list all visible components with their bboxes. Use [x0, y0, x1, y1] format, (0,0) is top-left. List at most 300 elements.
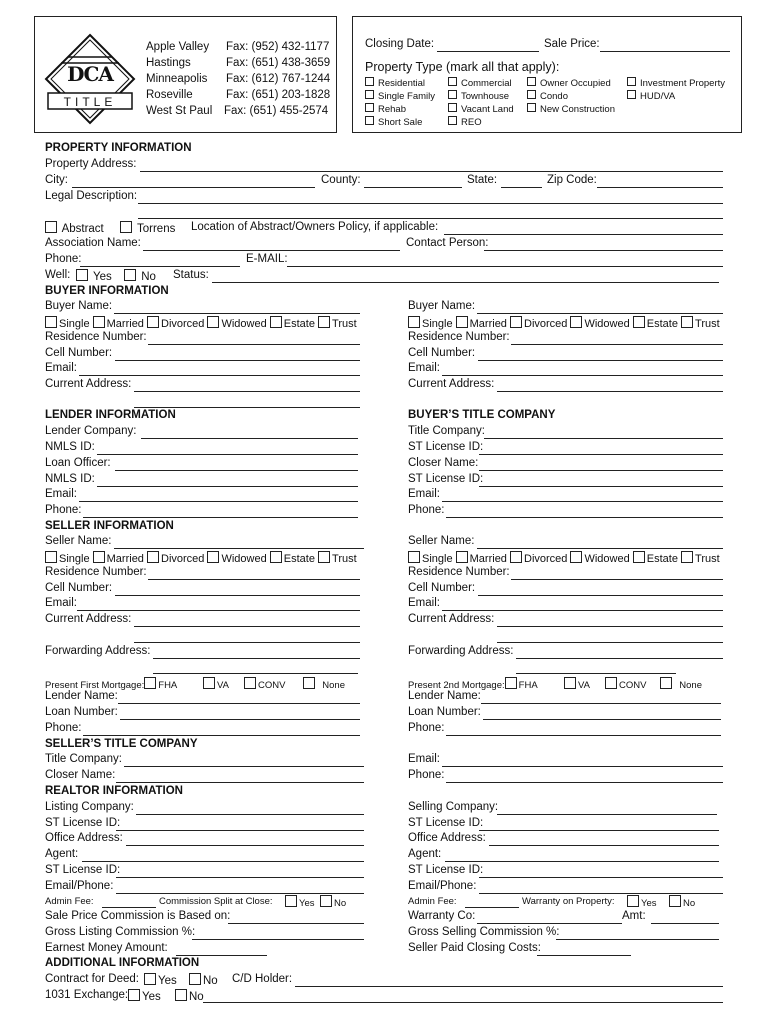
closing-date-field[interactable]: [437, 51, 539, 52]
checkbox-divorced[interactable]: [510, 551, 522, 563]
seller2-loan-field[interactable]: [483, 719, 721, 720]
seller2-cell-field[interactable]: [478, 595, 723, 596]
nmls2-field[interactable]: [97, 486, 358, 487]
seller2-residence-label: Residence Number:: [408, 566, 510, 578]
checkbox-married[interactable]: [456, 551, 468, 563]
lender-phone-label: Phone:: [45, 504, 82, 516]
title-phone-label: Phone:: [408, 504, 445, 516]
checkbox-widowed[interactable]: [207, 316, 219, 328]
nmls-label: NMLS ID:: [45, 441, 95, 453]
title-company-label: Title Company:: [408, 425, 485, 437]
no-label: No: [334, 898, 347, 909]
lender-heading: LENDER INFORMATION: [45, 409, 176, 421]
trust-label: Trust: [695, 318, 720, 330]
city-field[interactable]: [72, 187, 315, 188]
email-field[interactable]: [287, 266, 723, 267]
nmls2-label: NMLS ID:: [45, 473, 95, 485]
warranty-co-label: Warranty Co:: [408, 910, 476, 922]
checkbox-divorced[interactable]: [147, 316, 159, 328]
abstract-option[interactable]: [45, 221, 104, 235]
buyer-residence-field[interactable]: [148, 344, 360, 345]
second-mortgage-row: [408, 677, 538, 691]
checkbox[interactable]: [627, 77, 636, 86]
lender-email-field[interactable]: [79, 501, 358, 502]
seller-closer-label: Closer Name:: [45, 769, 116, 781]
none-label: None: [322, 680, 345, 691]
seller-phone-label: Phone:: [45, 722, 82, 734]
association-label: Association Name:: [45, 237, 141, 249]
email-label: E-MAIL:: [246, 253, 288, 265]
second-mortgage-none[interactable]: [660, 677, 702, 691]
warranty-no[interactable]: [669, 895, 695, 909]
contact-field[interactable]: [484, 250, 723, 251]
checkbox[interactable]: [627, 895, 639, 907]
warranty-co-field[interactable]: [477, 923, 622, 924]
seller2-phone-field[interactable]: [446, 735, 721, 736]
sale-price-field[interactable]: [600, 51, 730, 52]
buyer-cell-field[interactable]: [115, 360, 360, 361]
checkbox-married[interactable]: [456, 316, 468, 328]
seller-current-field[interactable]: [134, 626, 360, 627]
commission-split-yes[interactable]: [285, 895, 315, 909]
checkbox[interactable]: [627, 90, 636, 99]
checkbox-widowed[interactable]: [570, 316, 582, 328]
estate-label: Estate: [646, 318, 678, 330]
listing-license-field[interactable]: [116, 830, 364, 831]
realtor-heading: REALTOR INFORMATION: [45, 785, 183, 797]
checkbox-married[interactable]: [93, 551, 105, 563]
seller2-current-field[interactable]: [497, 626, 723, 627]
title-email-label: Email:: [408, 488, 440, 500]
checkbox[interactable]: [144, 973, 156, 985]
selling-license2-field[interactable]: [479, 877, 723, 878]
checkbox-married[interactable]: [93, 316, 105, 328]
contract-deed-yes[interactable]: [144, 973, 177, 987]
type-label: Condo: [540, 91, 568, 102]
fha-label: FHA: [518, 680, 538, 691]
listing-license2-field[interactable]: [116, 877, 364, 878]
seller2-email-field[interactable]: [442, 610, 723, 611]
lender-phone-field[interactable]: [83, 517, 358, 518]
buyer-current-field-line2[interactable]: [134, 407, 360, 408]
buyer2-email-field[interactable]: [442, 375, 723, 376]
property-heading: PROPERTY INFORMATION: [45, 142, 192, 154]
closer-name-label: Closer Name:: [408, 457, 479, 469]
seller-name-field[interactable]: [114, 548, 364, 549]
listing-license2-label: ST License ID:: [45, 864, 121, 876]
additional-heading: ADDITIONAL INFORMATION: [45, 957, 200, 969]
seller2-marital-status: [408, 551, 720, 565]
checkbox-single[interactable]: [45, 551, 57, 563]
property-type-residential[interactable]: [365, 77, 425, 89]
type-label: Investment Property: [640, 78, 726, 89]
property-type-vacant-land[interactable]: [448, 103, 514, 115]
checkbox[interactable]: [76, 269, 88, 281]
type-label: Short Sale: [378, 117, 423, 128]
loan-officer-label: Loan Officer:: [45, 457, 111, 469]
checkbox-divorced[interactable]: [147, 551, 159, 563]
yes-label: Yes: [641, 898, 657, 909]
seller2-residence-field[interactable]: [511, 579, 723, 580]
checkbox[interactable]: [128, 989, 140, 1001]
sale-price-commission-field[interactable]: [228, 923, 364, 924]
st-license2-label: ST License ID:: [408, 473, 484, 485]
buyer2-email-label: Email:: [408, 362, 440, 374]
commission-split-no[interactable]: [320, 895, 346, 909]
location-field[interactable]: [444, 234, 723, 235]
property-type-commercial[interactable]: [448, 77, 512, 89]
trust-label: Trust: [332, 553, 357, 565]
seller-residence-label: Residence Number:: [45, 566, 147, 578]
office-fax: Fax: (612) 767-1244: [226, 73, 331, 85]
seller2-forwarding-label: Forwarding Address:: [408, 645, 514, 657]
contract-deed-no[interactable]: [189, 973, 218, 987]
property-type-rehab[interactable]: [365, 103, 406, 115]
checkbox-trust[interactable]: [681, 316, 693, 328]
listing-office-field[interactable]: [126, 845, 364, 846]
checkbox[interactable]: [527, 90, 536, 99]
buyer-title-heading: BUYER’S TITLE COMPANY: [408, 409, 556, 421]
title-phone-field[interactable]: [446, 517, 723, 518]
city-label: City:: [45, 174, 68, 186]
checkbox[interactable]: [320, 895, 332, 907]
first-mortgage-va[interactable]: [203, 677, 229, 691]
fha-label: FHA: [158, 680, 178, 691]
seller-residence-field[interactable]: [148, 579, 360, 580]
property-type-short-sale[interactable]: [365, 116, 422, 128]
checkbox[interactable]: [605, 677, 617, 689]
cd-holder-field[interactable]: [295, 986, 723, 987]
seller-loan-label: Loan Number:: [45, 706, 118, 718]
office-fax: Fax: (651) 455-2574: [224, 105, 329, 117]
seller-closer-field[interactable]: [116, 782, 364, 783]
location-label: Location of Abstract/Owners Policy, if applicable:: [191, 221, 439, 233]
checkbox[interactable]: [365, 116, 374, 125]
no-label: No: [141, 271, 156, 283]
selling-license-label: ST License ID:: [408, 817, 484, 829]
listing-office-label: Office Address:: [45, 832, 123, 844]
checkbox[interactable]: [203, 677, 215, 689]
seller-lender-field[interactable]: [118, 703, 360, 704]
checkbox[interactable]: [448, 77, 457, 86]
selling-license-field[interactable]: [479, 830, 719, 831]
seller-marital-status: [45, 551, 357, 565]
first-mortgage-conv[interactable]: [244, 677, 285, 691]
buyer2-residence-field[interactable]: [511, 344, 723, 345]
checkbox-estate[interactable]: [633, 551, 645, 563]
listing-agent-field[interactable]: [82, 861, 364, 862]
seller2-current-field-line2[interactable]: [497, 642, 723, 643]
well-no-option[interactable]: [124, 269, 156, 283]
torrens-option[interactable]: [120, 221, 175, 235]
warranty-yes[interactable]: [627, 895, 657, 909]
property-type-townhouse[interactable]: [448, 90, 509, 102]
buyer-marital-status: [45, 316, 357, 330]
admin-fee-field[interactable]: [102, 907, 156, 908]
checkbox[interactable]: [564, 677, 576, 689]
second-mortgage-va[interactable]: [564, 677, 590, 691]
admin-fee-label: Admin Fee:: [45, 896, 94, 907]
commission-split-label: Commission Split at Close:: [159, 896, 273, 907]
buyer-email-field[interactable]: [79, 375, 360, 376]
checkbox-widowed[interactable]: [207, 551, 219, 563]
seller-phone-field[interactable]: [83, 735, 360, 736]
status-field[interactable]: [212, 282, 719, 283]
checkbox[interactable]: [124, 269, 136, 281]
checkbox[interactable]: [669, 895, 681, 907]
well-label: Well:: [45, 269, 71, 281]
sale-price-label: Sale Price:: [544, 38, 600, 50]
checkbox[interactable]: [365, 77, 374, 86]
type-label: Commercial: [461, 78, 512, 89]
widowed-label: Widowed: [221, 318, 267, 330]
checkbox[interactable]: [448, 103, 457, 112]
checkbox[interactable]: [448, 116, 457, 125]
buyer2-current-label: Current Address:: [408, 378, 495, 390]
second-mortgage-conv[interactable]: [605, 677, 646, 691]
buyer2-cell-field[interactable]: [478, 360, 723, 361]
seller-title-email-field[interactable]: [442, 766, 723, 767]
checkbox[interactable]: [189, 973, 201, 985]
closing-date-label: Closing Date:: [365, 38, 435, 50]
closer-name-field[interactable]: [479, 470, 723, 471]
property-type-reo[interactable]: [448, 116, 482, 128]
listing-company-label: Listing Company:: [45, 801, 134, 813]
checkbox[interactable]: [365, 103, 374, 112]
checkbox-trust[interactable]: [318, 316, 330, 328]
buyer-current-field[interactable]: [134, 391, 360, 392]
seller-current-label: Current Address:: [45, 613, 132, 625]
buyer2-current-field[interactable]: [497, 391, 723, 392]
checkbox[interactable]: [244, 677, 256, 689]
checkbox-single[interactable]: [408, 551, 420, 563]
checkbox-single[interactable]: [408, 316, 420, 328]
property-address-field[interactable]: [140, 171, 723, 172]
trust-label: Trust: [695, 553, 720, 565]
seller-heading: SELLER INFORMATION: [45, 520, 174, 532]
single-label: Single: [422, 318, 453, 330]
seller-forwarding-field-line2[interactable]: [153, 673, 358, 674]
lender-company-label: Lender Company:: [45, 425, 137, 437]
estate-label: Estate: [646, 553, 678, 565]
office-fax: Fax: (651) 203-1828: [226, 89, 331, 101]
seller-title-phone-field[interactable]: [446, 782, 723, 783]
property-type-new-construction[interactable]: [527, 103, 615, 115]
gross-listing-field[interactable]: [192, 939, 364, 940]
st-license-label: ST License ID:: [408, 441, 484, 453]
buyer2-name-field[interactable]: [477, 313, 723, 314]
property-type-owner-occupied[interactable]: [527, 77, 611, 89]
buyer-residence-label: Residence Number:: [45, 331, 147, 343]
seller-forwarding-label: Forwarding Address:: [45, 645, 151, 657]
no-label: No: [683, 898, 696, 909]
seller-forwarding-field[interactable]: [153, 658, 360, 659]
divorced-label: Divorced: [161, 318, 205, 330]
gross-selling-label: Gross Selling Commission %:: [408, 926, 560, 938]
property-type-title: Property Type (mark all that apply):: [365, 60, 560, 74]
selling-email-phone-label: Email/Phone:: [408, 880, 477, 892]
buyer-name-label: Buyer Name:: [45, 300, 113, 312]
seller2-cell-label: Cell Number:: [408, 582, 476, 594]
checkbox[interactable]: [45, 221, 57, 233]
seller2-lender-field[interactable]: [481, 703, 721, 704]
buyer-heading: BUYER INFORMATION: [45, 285, 169, 297]
seller2-forwarding-field[interactable]: [516, 658, 723, 659]
seller-title-company-label: Title Company:: [45, 753, 122, 765]
property-type-single-family[interactable]: [365, 90, 435, 102]
first-mortgage-none[interactable]: [303, 677, 345, 691]
seller-title-heading: SELLER’S TITLE COMPANY: [45, 738, 198, 750]
seller2-name-field[interactable]: [477, 548, 723, 549]
type-label: Residential: [378, 78, 425, 89]
buyer-current-label: Current Address:: [45, 378, 132, 390]
association-field[interactable]: [143, 250, 400, 251]
abstract-label: Abstract: [61, 223, 104, 235]
checkbox-fha[interactable]: [505, 677, 517, 689]
seller2-phone-label: Phone:: [408, 722, 445, 734]
listing-company-field[interactable]: [136, 814, 364, 815]
property-type-hud-va[interactable]: [627, 90, 675, 102]
selling-company-field[interactable]: [497, 814, 717, 815]
exchange-no[interactable]: [175, 989, 204, 1003]
checkbox-trust[interactable]: [681, 551, 693, 563]
type-label: Vacant Land: [461, 104, 514, 115]
state-field[interactable]: [501, 187, 542, 188]
st-license-field[interactable]: [479, 454, 723, 455]
seller2-forwarding-field-line2[interactable]: [516, 673, 676, 674]
second-mortgage-label: Present 2nd Mortgage:: [408, 680, 505, 691]
phone-field[interactable]: [80, 266, 240, 267]
zip-field[interactable]: [597, 187, 723, 188]
married-label: Married: [469, 318, 507, 330]
county-field[interactable]: [364, 187, 462, 188]
selling-office-label: Office Address:: [408, 832, 486, 844]
checkbox-single[interactable]: [45, 316, 57, 328]
checkbox-divorced[interactable]: [510, 316, 522, 328]
office-city: Apple Valley: [146, 41, 210, 53]
amt-field[interactable]: [651, 923, 719, 924]
checkbox-estate[interactable]: [633, 316, 645, 328]
logo-word: TITLE: [63, 95, 117, 109]
gross-listing-label: Gross Listing Commission %:: [45, 926, 196, 938]
selling-agent-field[interactable]: [445, 861, 719, 862]
selling-admin-fee-field[interactable]: [465, 907, 519, 908]
yes-label: Yes: [299, 898, 315, 909]
conv-label: CONV: [619, 680, 647, 691]
listing-email-phone-field[interactable]: [116, 893, 364, 894]
seller-current-field-line2[interactable]: [134, 642, 360, 643]
gross-selling-field[interactable]: [556, 939, 719, 940]
exchange-field[interactable]: [203, 1002, 723, 1003]
property-address-label: Property Address:: [45, 158, 137, 170]
selling-license2-label: ST License ID:: [408, 864, 484, 876]
well-yes-option[interactable]: [76, 269, 112, 283]
divorced-label: Divorced: [161, 553, 205, 565]
legal-field[interactable]: [138, 203, 723, 204]
buyer-name-field[interactable]: [114, 313, 360, 314]
checkbox[interactable]: [303, 677, 315, 689]
earnest-field[interactable]: [176, 955, 267, 956]
buyer2-marital-status: [408, 316, 720, 330]
checkbox[interactable]: [365, 90, 374, 99]
estate-label: Estate: [283, 553, 315, 565]
seller-loan-field[interactable]: [120, 719, 360, 720]
type-label: Townhouse: [461, 91, 510, 102]
selling-company-label: Selling Company:: [408, 801, 499, 813]
widowed-label: Widowed: [584, 553, 630, 565]
seller-title-company-field[interactable]: [124, 766, 364, 767]
none-label: None: [679, 680, 702, 691]
yes-label: Yes: [158, 975, 177, 987]
married-label: Married: [106, 553, 144, 565]
listing-agent-label: Agent:: [45, 848, 79, 860]
checkbox-widowed[interactable]: [570, 551, 582, 563]
title-email-field[interactable]: [442, 501, 723, 502]
no-label: No: [203, 975, 218, 987]
lender-company-field[interactable]: [141, 438, 358, 439]
seller2-email-label: Email:: [408, 597, 440, 609]
seller-paid-field[interactable]: [537, 955, 631, 956]
estate-label: Estate: [283, 318, 315, 330]
contact-label: Contact Person:: [406, 237, 489, 249]
amt-label: Amt:: [622, 910, 646, 922]
checkbox[interactable]: [448, 90, 457, 99]
checkbox[interactable]: [527, 103, 536, 112]
office-city: Minneapolis: [146, 73, 208, 85]
seller-email-field[interactable]: [77, 610, 360, 611]
selling-office-field[interactable]: [489, 845, 719, 846]
torrens-label: Torrens: [137, 223, 176, 235]
property-type-investment[interactable]: [627, 77, 725, 89]
st-license2-field[interactable]: [479, 486, 723, 487]
checkbox[interactable]: [527, 77, 536, 86]
legal-label: Legal Description:: [45, 190, 138, 202]
office-city: West St Paul: [146, 105, 213, 117]
zip-label: Zip Code:: [547, 174, 597, 186]
checkbox-estate[interactable]: [270, 551, 282, 563]
nmls-field[interactable]: [97, 454, 358, 455]
property-type-condo[interactable]: [527, 90, 568, 102]
checkbox-estate[interactable]: [270, 316, 282, 328]
seller-email-label: Email:: [45, 597, 77, 609]
legal-field-line2[interactable]: [138, 218, 723, 219]
seller-paid-label: Seller Paid Closing Costs:: [408, 942, 541, 954]
seller-title-phone-label: Phone:: [408, 769, 445, 781]
checkbox[interactable]: [175, 989, 187, 1001]
office-fax: Fax: (952) 432-1177: [226, 41, 330, 53]
single-label: Single: [422, 553, 453, 565]
first-mortgage-label: Present First Mortgage:: [45, 680, 145, 691]
selling-email-phone-field[interactable]: [479, 893, 723, 894]
checkbox[interactable]: [660, 677, 672, 689]
seller-title-email-label: Email:: [408, 753, 440, 765]
checkbox-trust[interactable]: [318, 551, 330, 563]
office-city: Hastings: [146, 57, 191, 69]
married-label: Married: [469, 553, 507, 565]
county-label: County:: [321, 174, 361, 186]
seller-cell-field[interactable]: [115, 595, 360, 596]
single-label: Single: [59, 553, 90, 565]
trust-label: Trust: [332, 318, 357, 330]
checkbox-fha[interactable]: [144, 677, 156, 689]
listing-email-phone-label: Email/Phone:: [45, 880, 114, 892]
checkbox[interactable]: [285, 895, 297, 907]
type-label: REO: [461, 117, 482, 128]
title-company-field[interactable]: [484, 438, 723, 439]
exchange-yes[interactable]: [128, 989, 161, 1003]
loan-officer-field[interactable]: [115, 470, 358, 471]
checkbox[interactable]: [120, 221, 132, 233]
